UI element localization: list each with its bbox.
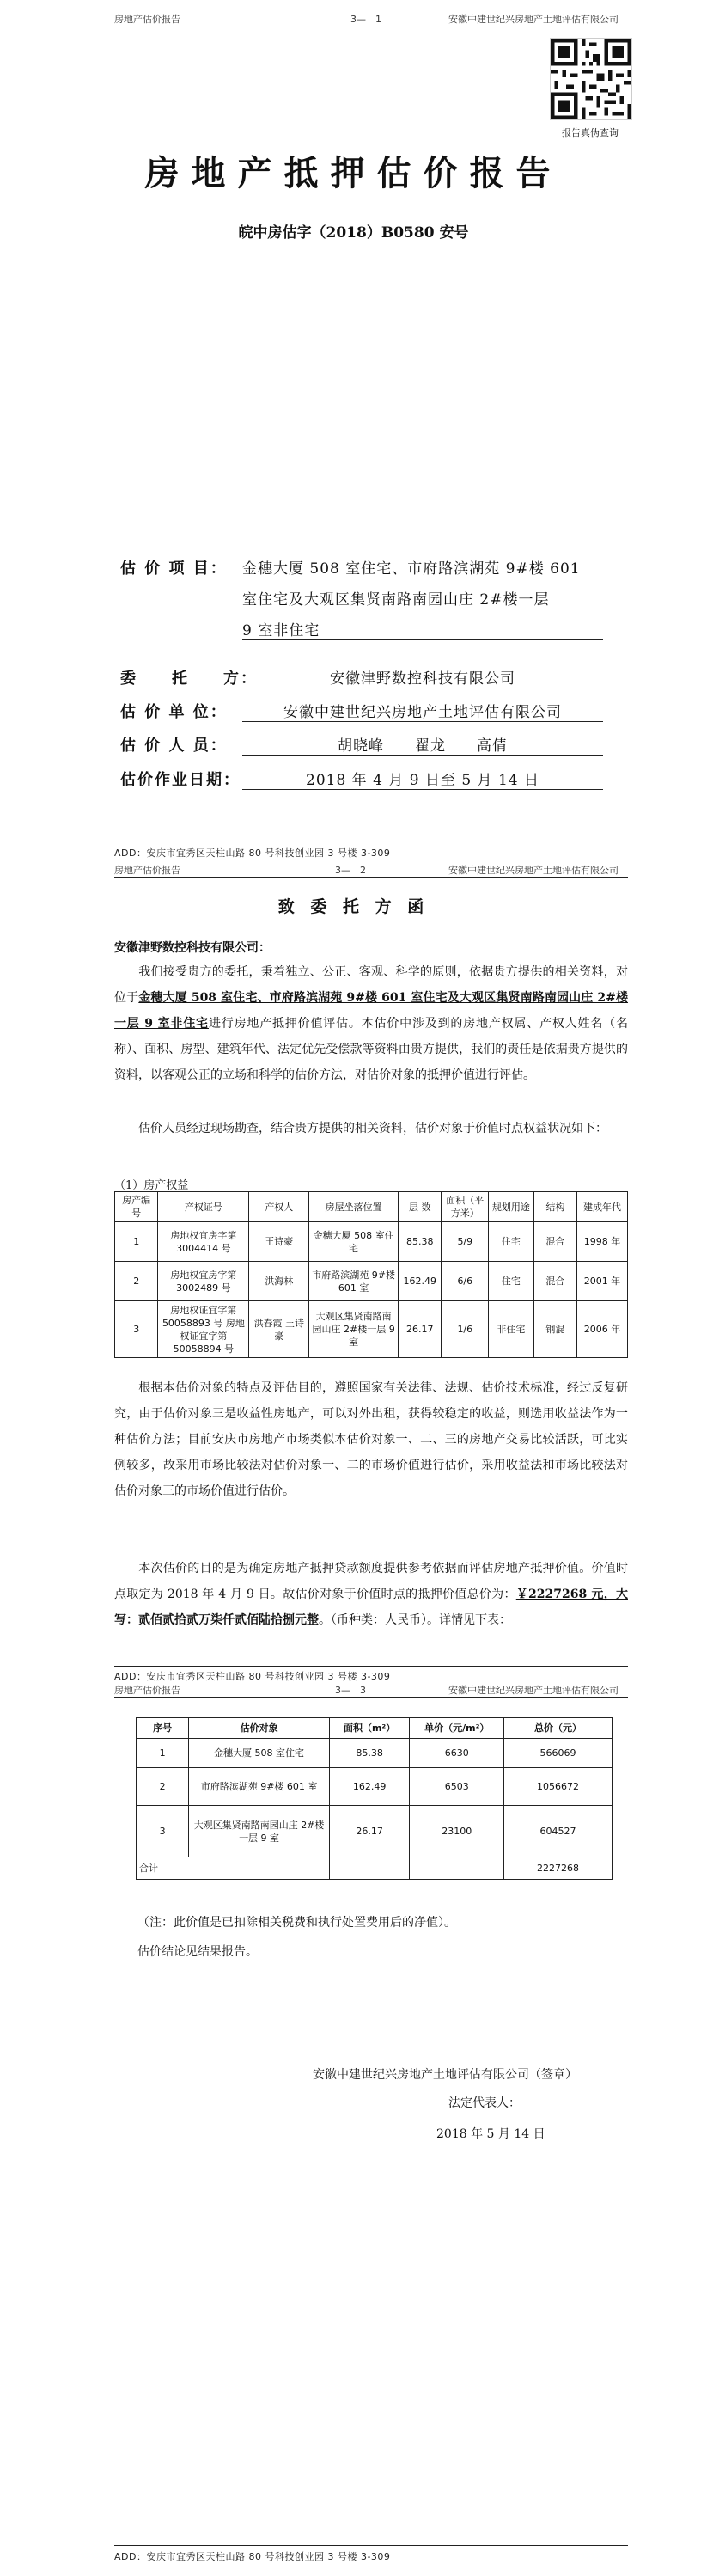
cell: 住宅 — [489, 1222, 534, 1262]
valuation-result-table — [136, 1717, 613, 1880]
cell: 3 — [137, 1806, 189, 1857]
detail-note: 估价结论见结果报告。 — [137, 1945, 258, 1959]
th-owner: 产权人 — [249, 1192, 309, 1222]
table-row — [115, 1301, 628, 1358]
qr-code-icon[interactable] — [550, 38, 632, 120]
cell: 1/6 — [442, 1301, 489, 1358]
unit-label: 估 价 单 位： — [120, 703, 228, 721]
page3-header-page: 3— 3 — [335, 1685, 366, 1696]
document-number: 皖中房估字（2018）B0580 安号 — [238, 224, 469, 242]
staff-label: 估 价 人 员： — [120, 737, 228, 755]
p4-text-a: 本次估价的目的是为确定房地产抵押贷款额度提供参考依据而评估房地产抵押价值。价值时点取定为 2018 年 4 月 9 日。故估价对象于价值时点的抵押价值总价为： — [114, 1562, 628, 1601]
report-title: 房地产抵押估价报告 — [144, 153, 563, 193]
signature-rep: 法定代表人： — [448, 2096, 521, 2110]
total-value: 2227268 — [504, 1857, 613, 1880]
project-line-1: 金穗大厦 508 室住宅、市府路滨湖苑 9#楼 601 — [242, 556, 603, 578]
cell: 6503 — [410, 1768, 504, 1806]
unit-value: 安徽中建世纪兴房地产土地评估有限公司 — [242, 700, 603, 722]
page2-header-rule — [114, 877, 628, 878]
cell: 混合 — [533, 1222, 576, 1262]
page2-header-page: 3— 2 — [335, 865, 366, 876]
cell: 162.49 — [399, 1262, 442, 1301]
cell: 26.17 — [399, 1301, 442, 1358]
p3-text: 根据本估价对象的特点及评估目的，遵照国家有关法律、法规、估价技术标准，经过反复研究，由于估价对象三是收益性房地产，可以对外出租，获得较稳定的收益，则选用收益法作为一种估价方法；目前安庆市房地产市场类似本估价对象一、二、三的房地产交易比较活跃，可比实例较多，故采用市场比较法对估价对象一、二的市场价值进行估价，采用收益法和市场比较法对估价对象三的市场价值进行估价。 — [114, 1381, 628, 1498]
cell: 23100 — [410, 1806, 504, 1857]
letter-title: 致 委 托 方 函 — [277, 897, 430, 916]
project-line-3: 9 室非住宅 — [242, 618, 603, 640]
total-label: 合计 — [137, 1857, 330, 1880]
page3-header-left: 房地产估价报告 — [114, 1685, 180, 1696]
page1-header-right: 安徽中建世纪兴房地产土地评估有限公司 — [448, 14, 619, 25]
cell: 2006 年 — [577, 1301, 628, 1358]
cell: 26.17 — [329, 1806, 410, 1857]
cell: 钢混 — [533, 1301, 576, 1358]
page1-header-left: 房地产估价报告 — [114, 14, 180, 25]
cell: 金穗大厦 508 室住宅 — [189, 1739, 330, 1768]
th-area: 面积（m²） — [329, 1718, 410, 1739]
page1-address: ADD：安庆市宜秀区天柱山路 80 号科技创业园 3 号楼 3-309 — [114, 847, 391, 859]
cell: 6/6 — [442, 1262, 489, 1301]
page3-address: ADD：安庆市宜秀区天柱山路 80 号科技创业园 3 号楼 3-309 — [114, 2551, 391, 2562]
table-row — [115, 1262, 628, 1301]
th-object: 估价对象 — [189, 1718, 330, 1739]
p1-text-c: 进行房地产抵押价值评估。本估价中涉及到的房地产权属、产权人姓名（名称）、面积、房型、建筑年代、法定优先受偿款等资料由贵方提供，我们的责任是依据贵方提供的资料，以客观公正的立场和科学的估价方法，对估价对象的抵押价值进行评估。 — [114, 1017, 628, 1082]
cell: 85.38 — [329, 1739, 410, 1768]
th-structure: 结构 — [533, 1192, 576, 1222]
cell: 1 — [137, 1739, 189, 1768]
th-area: 层 数 — [399, 1192, 442, 1222]
cell — [410, 1857, 504, 1880]
table-row — [137, 1768, 613, 1806]
th-seq: 序号 — [137, 1718, 189, 1739]
p4-total-value: ￥2227268 元，大写：贰佰贰拾贰万柒仟贰佰陆拾捌元整 — [114, 1588, 628, 1627]
cell: 604527 — [504, 1806, 613, 1857]
signature-date: 2018 年 5 月 14 日 — [436, 2127, 545, 2141]
cell: 住宅 — [489, 1262, 534, 1301]
cell: 162.49 — [329, 1768, 410, 1806]
cell: 1056672 — [504, 1768, 613, 1806]
cell: 大观区集贤南路南园山庄 2#楼 一层 9 室 — [189, 1806, 330, 1857]
cell: 房地权宜房字第 3004414 号 — [158, 1222, 249, 1262]
client-value: 安徽津野数控科技有限公司 — [242, 666, 603, 688]
property-rights-table — [114, 1191, 628, 1358]
th-year: 建成年代 — [577, 1192, 628, 1222]
cell: 洪春霞 王诗豪 — [249, 1301, 309, 1358]
project-label: 估 价 项 目： — [120, 560, 228, 578]
staff-value: 胡晓峰 翟龙 高倩 — [242, 733, 603, 756]
result-header-row — [137, 1718, 613, 1739]
th-floors: 面积（平方米） — [442, 1192, 489, 1222]
th-usage: 规划用途 — [489, 1192, 534, 1222]
cell: 房地权证宜字第 50058893 号 房地权证宜字第 50058894 号 — [158, 1301, 249, 1358]
cell: 85.38 — [399, 1222, 442, 1262]
letter-paragraph-2 — [114, 1116, 628, 1141]
cell: 2 — [115, 1262, 158, 1301]
page2-address: ADD：安庆市宜秀区天柱山路 80 号科技创业园 3 号楼 3-309 — [114, 1671, 391, 1682]
table-row — [115, 1222, 628, 1262]
date-value: 2018 年 4 月 9 日至 5 月 14 日 — [242, 768, 603, 790]
letter-paragraph-1 — [114, 959, 628, 1088]
p1-subject: 金穗大厦 508 室住宅、市府路滨湖苑 9#楼 601 室住宅及大观区集贤南路南园山庄 2#楼一层 9 室非住宅 — [114, 991, 629, 1031]
cell: 6630 — [410, 1739, 504, 1768]
th-total: 总价（元） — [504, 1718, 613, 1739]
letter-addressee: 安徽津野数控科技有限公司： — [114, 941, 271, 955]
page2-header-right: 安徽中建世纪兴房地产土地评估有限公司 — [448, 865, 619, 876]
qr-label: 报告真伪查询 — [562, 127, 619, 138]
cell: 王诗豪 — [249, 1222, 309, 1262]
cell: 市府路滨湖苑 9#楼 601 室 — [189, 1768, 330, 1806]
cell: 洪海林 — [249, 1262, 309, 1301]
project-line-2: 室住宅及大观区集贤南路南园山庄 2#楼一层 — [242, 587, 603, 609]
th-cert: 产权证号 — [158, 1192, 249, 1222]
signature-company: 安徽中建世纪兴房地产土地评估有限公司（签章） — [313, 2068, 577, 2082]
table-row — [137, 1739, 613, 1768]
th-location: 房屋坐落位置 — [309, 1192, 399, 1222]
cell: 非住宅 — [489, 1301, 534, 1358]
p4-text-c: 。（币种类：人民币）。详情见下表： — [319, 1613, 511, 1627]
table-row — [137, 1806, 613, 1857]
cell — [329, 1857, 410, 1880]
cell: 金穗大厦 508 室住宅 — [309, 1222, 399, 1262]
th-unit-price: 单价（元/m²） — [410, 1718, 504, 1739]
page3-header-right: 安徽中建世纪兴房地产土地评估有限公司 — [448, 1685, 619, 1696]
client-label: 委 托 方： — [120, 670, 258, 688]
table-caption: （1）房产权益 — [114, 1179, 189, 1192]
cell: 房地权宜房字第 3002489 号 — [158, 1262, 249, 1301]
cell: 2001 年 — [577, 1262, 628, 1301]
p1-text-a: 我们接受贵方的委托，秉着独立、公正、客观、科学的原则，依据贵方提供的相关资料，对位于 — [114, 965, 628, 1005]
cell: 566069 — [504, 1739, 613, 1768]
net-value-note: （注：此价值是已扣除相关税费和执行处置费用后的净值）。 — [137, 1916, 456, 1930]
cell: 大观区集贤南路南园山庄 2#楼一层 9 室 — [309, 1301, 399, 1358]
cell: 1998 年 — [577, 1222, 628, 1262]
total-row — [137, 1857, 613, 1880]
th-no: 房产编号 — [115, 1192, 158, 1222]
cell: 5/9 — [442, 1222, 489, 1262]
letter-paragraph-3 — [114, 1375, 628, 1504]
cell: 2 — [137, 1768, 189, 1806]
page3-header-rule — [114, 1697, 628, 1698]
letter-paragraph-4 — [114, 1556, 628, 1633]
page3-footer-rule — [114, 2545, 628, 2546]
page1-header-page: 3— 1 — [350, 14, 381, 25]
table-header-row — [115, 1192, 628, 1222]
cell: 3 — [115, 1301, 158, 1358]
p2-text: 估价人员经过现场勘查，结合贵方提供的相关资料，估价对象于价值时点权益状况如下： — [138, 1122, 607, 1135]
page2-header-left: 房地产估价报告 — [114, 865, 180, 876]
cell: 市府路滨湖苑 9#楼 601 室 — [309, 1262, 399, 1301]
cell: 1 — [115, 1222, 158, 1262]
cell: 混合 — [533, 1262, 576, 1301]
page2-footer-rule — [114, 1666, 628, 1667]
date-label: 估价作业日期： — [120, 771, 241, 789]
